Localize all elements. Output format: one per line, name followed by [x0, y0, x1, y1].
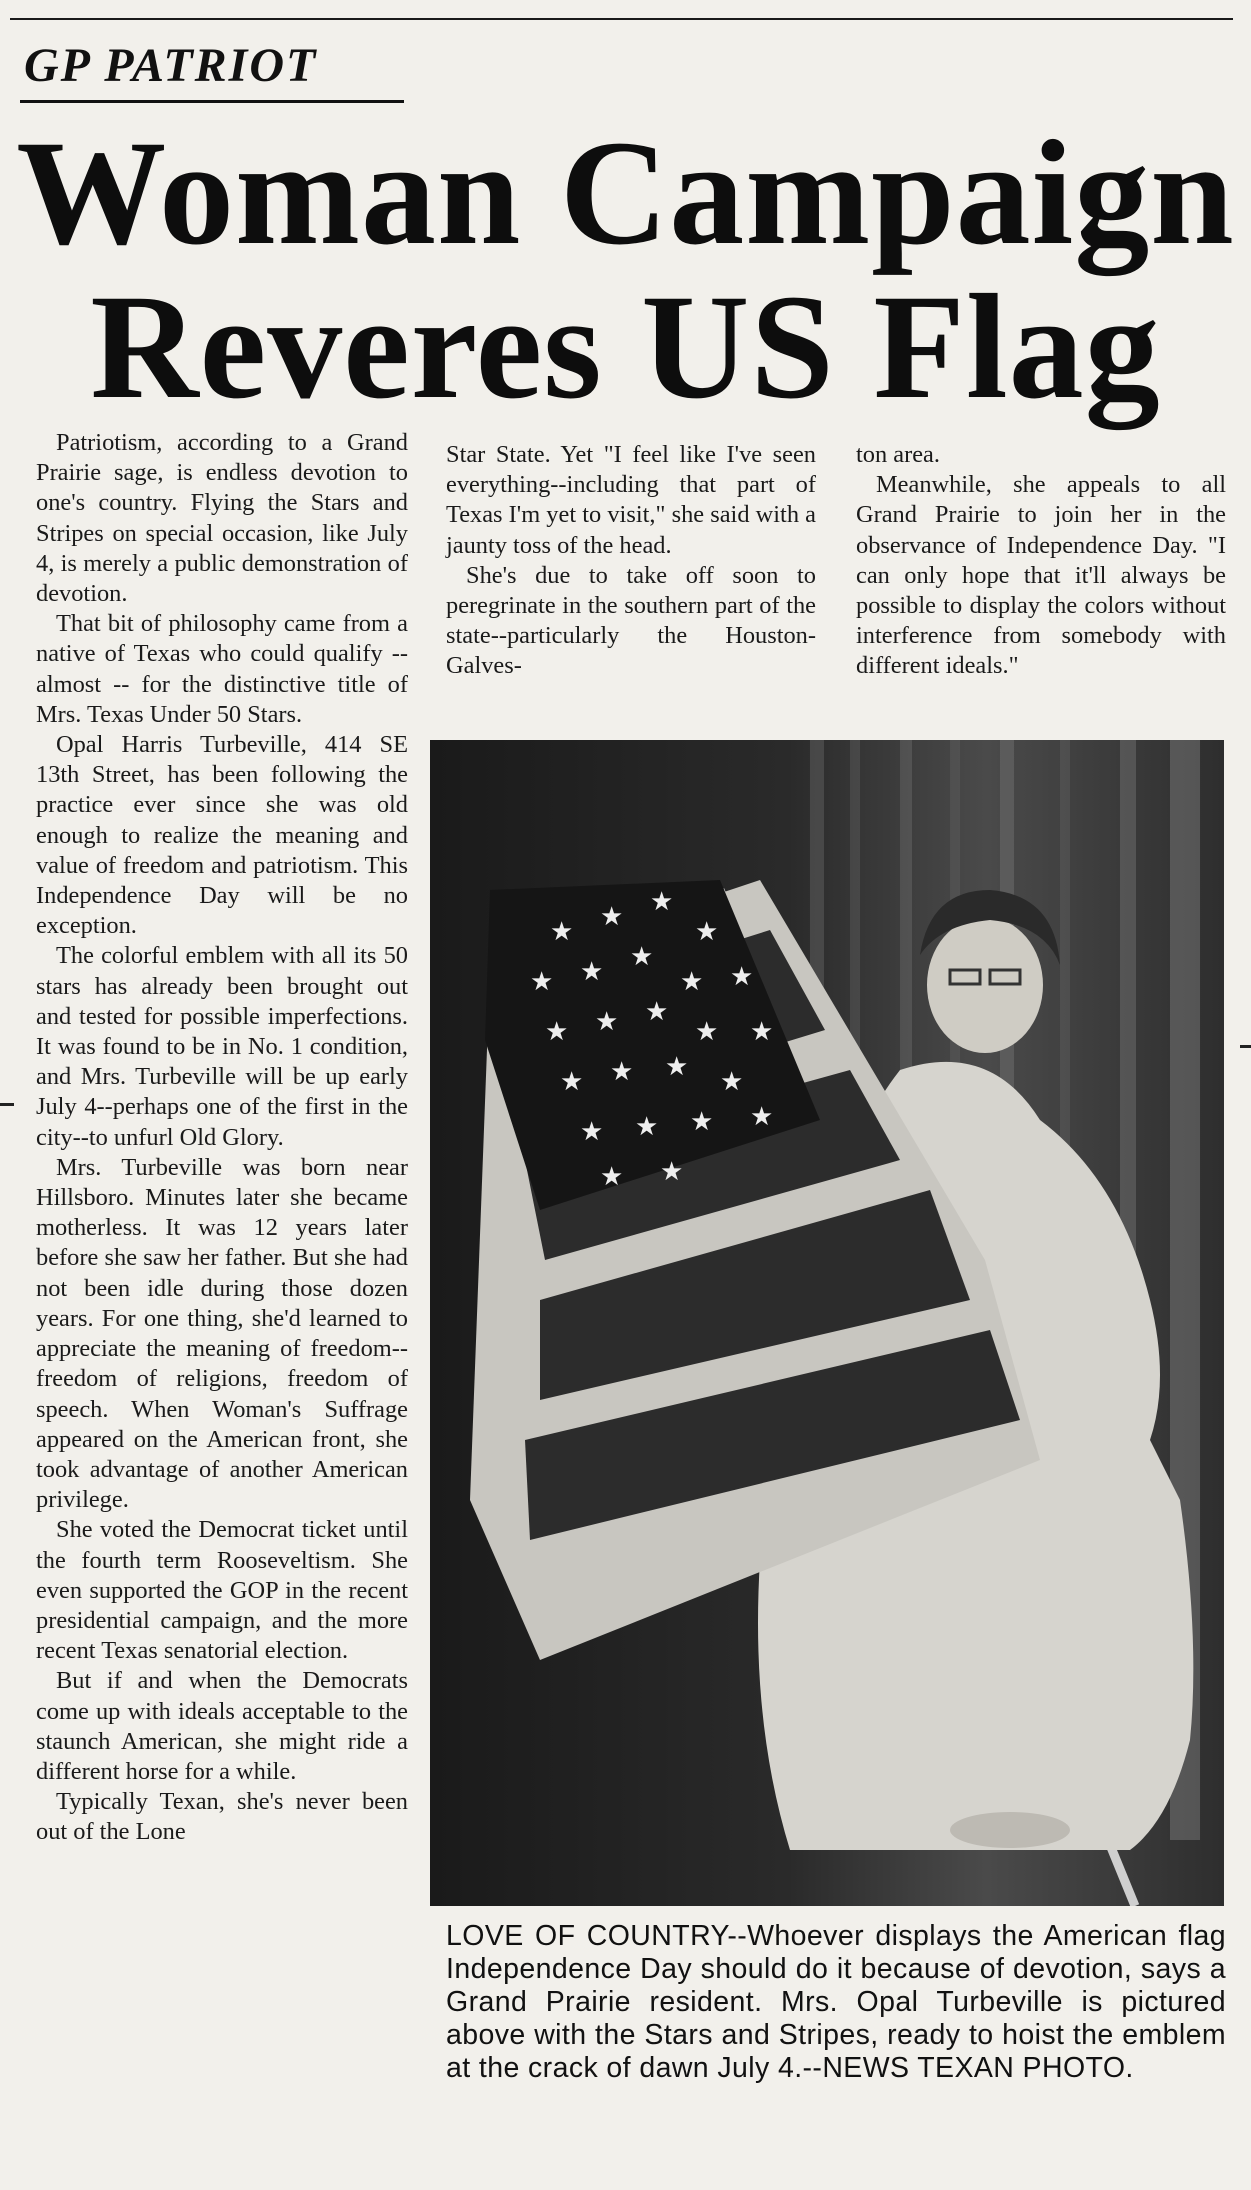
svg-text:★: ★	[595, 1007, 619, 1037]
svg-text:★: ★	[660, 1157, 684, 1187]
article-column-1	[36, 428, 408, 1848]
svg-text:★: ★	[695, 1017, 719, 1047]
top-rule	[10, 18, 1233, 20]
svg-text:★: ★	[690, 1107, 714, 1137]
photo-illustration	[430, 740, 1224, 1906]
paragraph: Typically Texan, she's never been out of the Lone	[36, 1788, 408, 1846]
headline-line-1: Woman Campaign	[16, 110, 1235, 276]
paragraph: The colorful emblem with all its 50 stars has already been brought out and tested for possible imperfections. It was found to be in No. 1 condition, and Mrs. Turbeville will be up early July 4--perhaps one of the first in the city--to unfurl Old Glory.	[36, 942, 408, 1151]
svg-text:★: ★	[680, 967, 704, 997]
article-column-3	[856, 440, 1226, 682]
paragraph: Mrs. Turbeville was born near Hillsboro. Minutes later she became motherless. It was 12 years later before she saw her father. But she had not been idle during those dozen years. For one thing, she'd learned to appreciate the meaning of freedom--freedom of religions, freedom of speech. When Woman's Suffrage appeared on the American front, she took advantage of another American privilege.	[36, 1153, 408, 1514]
svg-text:★: ★	[580, 957, 604, 987]
svg-text:★: ★	[600, 902, 624, 932]
svg-text:★: ★	[600, 1162, 624, 1192]
paragraph: Patriotism, according to a Grand Prairie sage, is endless devotion to one's country. Flying the Stars and Stripes on special occasion, like July 4, is merely a public demonstration of devotion.	[36, 429, 408, 608]
svg-text:★: ★	[530, 967, 554, 997]
svg-text:★: ★	[560, 1067, 584, 1097]
margin-mark	[1240, 1045, 1251, 1048]
svg-text:★: ★	[730, 962, 754, 992]
paragraph: That bit of philosophy came from a native of Texas who could qualify -- almost -- for the distinctive title of Mrs. Texas Under 50 Stars.	[36, 610, 408, 728]
paragraph: She voted the Democrat ticket until the fourth term Rooseveltism. She even supported the GOP in the recent presidential campaign, and the more recent Texas senatorial election.	[36, 1516, 408, 1665]
headline-line-2: Reveres US Flag	[90, 264, 1161, 430]
paragraph: Meanwhile, she appeals to all Grand Prairie to join her in the observance of Independence Day. "I can only hope that it'll always be possible to display the colors without interference from somebody with different ideals."	[856, 471, 1226, 680]
svg-text:★: ★	[610, 1057, 634, 1087]
photo-woman-with-flag	[430, 740, 1224, 1906]
svg-text:★: ★	[635, 1112, 659, 1142]
svg-text:★: ★	[545, 1017, 569, 1047]
section-label-underline	[20, 100, 404, 103]
svg-text:★: ★	[550, 917, 574, 947]
svg-text:★: ★	[665, 1052, 689, 1082]
svg-text:★: ★	[580, 1117, 604, 1147]
paragraph: ton area.	[856, 441, 940, 468]
paragraph: Star State. Yet "I feel like I've seen everything--including that part of Texas I'm yet to visit," she said with a jaunty toss of the head.	[446, 441, 816, 559]
svg-text:★: ★	[750, 1102, 774, 1132]
paragraph: But if and when the Democrats come up with ideals acceptable to the staunch American, she might ride a different horse for a while.	[36, 1667, 408, 1785]
svg-text:★: ★	[720, 1067, 744, 1097]
svg-text:★: ★	[650, 887, 674, 917]
svg-text:★: ★	[630, 942, 654, 972]
svg-text:★: ★	[695, 917, 719, 947]
woman-face	[927, 917, 1043, 1053]
svg-text:★: ★	[750, 1017, 774, 1047]
section-label: GP PATRIOT	[24, 39, 318, 92]
photo-caption: LOVE OF COUNTRY--Whoever displays the American flag Independence Day should do it because of devotion, says a Grand Prairie resident. Mrs. Opal Turbeville is pictured above with the Stars and Stripes, ready to hoist the emblem at the crack of dawn July 4.--NEWS TEXAN PHOTO.	[446, 1920, 1226, 2084]
woman-shoe	[950, 1812, 1070, 1848]
paragraph: She's due to take off soon to peregrinate in the southern part of the state--particularly the Houston-Galves-	[446, 561, 816, 680]
article-column-2	[446, 440, 816, 682]
svg-text:★: ★	[645, 997, 669, 1027]
margin-mark	[0, 1103, 14, 1106]
paragraph: Opal Harris Turbeville, 414 SE 13th Street, has been following the practice ever since she was old enough to realize the meaning and value of freedom and patriotism. This Independence Day will be no exception.	[36, 731, 408, 940]
